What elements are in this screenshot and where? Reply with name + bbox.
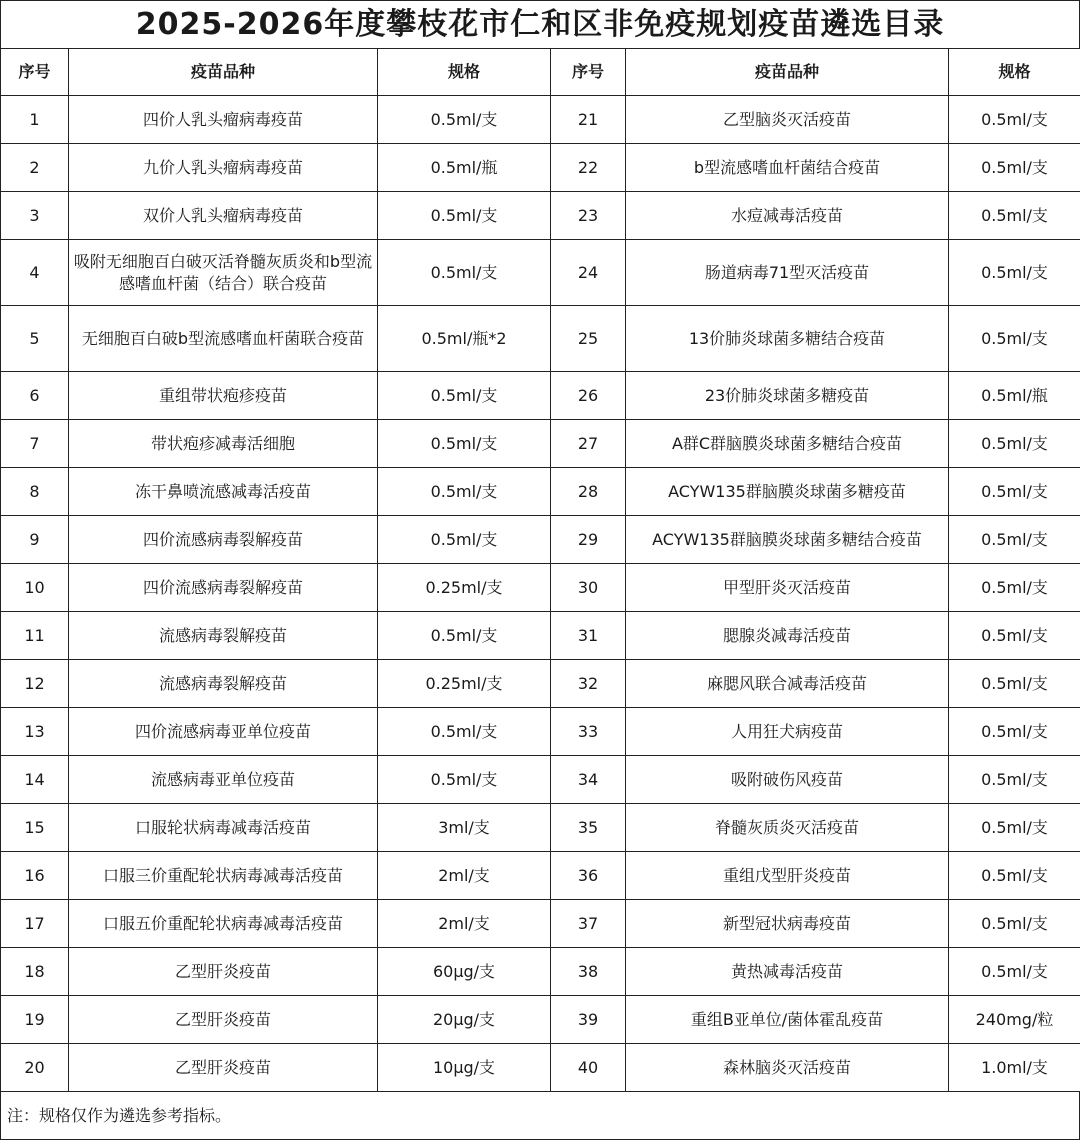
cell-spec-left: 0.5ml/支 <box>378 708 551 756</box>
cell-spec-left: 60μg/支 <box>378 948 551 996</box>
table-row <box>1 420 1080 468</box>
cell-no-left: 15 <box>1 804 69 852</box>
table-row <box>1 804 1080 852</box>
cell-name-left: 冻干鼻喷流感减毒活疫苗 <box>69 468 378 516</box>
cell-spec-left: 0.5ml/瓶 <box>378 144 551 192</box>
table-row <box>1 564 1080 612</box>
cell-no-left: 17 <box>1 900 69 948</box>
cell-name-right: 重组B亚单位/菌体霍乱疫苗 <box>626 996 949 1044</box>
cell-spec-left: 0.5ml/支 <box>378 612 551 660</box>
header-no-right: 序号 <box>551 49 626 96</box>
cell-name-left: 乙型肝炎疫苗 <box>69 948 378 996</box>
table-row <box>1 900 1080 948</box>
cell-no-right: 36 <box>551 852 626 900</box>
cell-spec-left: 0.5ml/支 <box>378 96 551 144</box>
table-row <box>1 516 1080 564</box>
cell-name-right: 13价肺炎球菌多糖结合疫苗 <box>626 306 949 372</box>
table-row <box>1 996 1080 1044</box>
table-row <box>1 240 1080 306</box>
cell-name-right: A群C群脑膜炎球菌多糖结合疫苗 <box>626 420 949 468</box>
header-name-right: 疫苗品种 <box>626 49 949 96</box>
cell-spec-left: 0.5ml/支 <box>378 468 551 516</box>
table-row <box>1 306 1080 372</box>
cell-name-right: 麻腮风联合减毒活疫苗 <box>626 660 949 708</box>
cell-no-left: 12 <box>1 660 69 708</box>
cell-spec-right: 0.5ml/支 <box>949 144 1080 192</box>
cell-no-right: 39 <box>551 996 626 1044</box>
cell-spec-left: 0.25ml/支 <box>378 660 551 708</box>
cell-name-right: 重组戊型肝炎疫苗 <box>626 852 949 900</box>
cell-no-left: 16 <box>1 852 69 900</box>
cell-no-right: 26 <box>551 372 626 420</box>
cell-name-right: 黄热减毒活疫苗 <box>626 948 949 996</box>
cell-spec-right: 0.5ml/支 <box>949 948 1080 996</box>
cell-spec-right: 0.5ml/支 <box>949 306 1080 372</box>
cell-spec-left: 2ml/支 <box>378 900 551 948</box>
cell-no-right: 21 <box>551 96 626 144</box>
cell-spec-right: 0.5ml/支 <box>949 516 1080 564</box>
cell-name-left: 乙型肝炎疫苗 <box>69 996 378 1044</box>
cell-no-left: 10 <box>1 564 69 612</box>
cell-name-left: 流感病毒裂解疫苗 <box>69 660 378 708</box>
cell-name-right: b型流感嗜血杆菌结合疫苗 <box>626 144 949 192</box>
cell-name-left: 乙型肝炎疫苗 <box>69 1044 378 1092</box>
cell-name-right: 乙型脑炎灭活疫苗 <box>626 96 949 144</box>
cell-spec-right: 1.0ml/支 <box>949 1044 1080 1092</box>
cell-no-right: 37 <box>551 900 626 948</box>
cell-no-left: 5 <box>1 306 69 372</box>
cell-no-left: 13 <box>1 708 69 756</box>
cell-no-right: 34 <box>551 756 626 804</box>
cell-spec-left: 0.25ml/支 <box>378 564 551 612</box>
cell-spec-right: 0.5ml/支 <box>949 564 1080 612</box>
cell-name-right: 脊髓灰质炎灭活疫苗 <box>626 804 949 852</box>
cell-no-right: 32 <box>551 660 626 708</box>
cell-name-left: 四价流感病毒裂解疫苗 <box>69 564 378 612</box>
header-name-left: 疫苗品种 <box>69 49 378 96</box>
cell-no-right: 28 <box>551 468 626 516</box>
cell-spec-left: 0.5ml/支 <box>378 372 551 420</box>
cell-no-right: 22 <box>551 144 626 192</box>
cell-spec-left: 10μg/支 <box>378 1044 551 1092</box>
cell-name-left: 四价流感病毒亚单位疫苗 <box>69 708 378 756</box>
cell-no-left: 14 <box>1 756 69 804</box>
cell-name-right: ACYW135群脑膜炎球菌多糖结合疫苗 <box>626 516 949 564</box>
cell-spec-right: 0.5ml/支 <box>949 192 1080 240</box>
cell-no-left: 6 <box>1 372 69 420</box>
cell-name-left: 流感病毒裂解疫苗 <box>69 612 378 660</box>
cell-no-right: 29 <box>551 516 626 564</box>
cell-spec-right: 0.5ml/支 <box>949 804 1080 852</box>
cell-spec-right: 0.5ml/支 <box>949 612 1080 660</box>
cell-no-right: 31 <box>551 612 626 660</box>
header-no-left: 序号 <box>1 49 69 96</box>
table-row <box>1 708 1080 756</box>
cell-name-left: 四价流感病毒裂解疫苗 <box>69 516 378 564</box>
table-row <box>1 612 1080 660</box>
cell-name-left: 九价人乳头瘤病毒疫苗 <box>69 144 378 192</box>
table-row <box>1 948 1080 996</box>
cell-no-right: 24 <box>551 240 626 306</box>
cell-no-left: 19 <box>1 996 69 1044</box>
table-row <box>1 192 1080 240</box>
cell-name-right: 吸附破伤风疫苗 <box>626 756 949 804</box>
cell-name-right: 甲型肝炎灭活疫苗 <box>626 564 949 612</box>
page-title: 2025-2026年度攀枝花市仁和区非免疫规划疫苗遴选目录 <box>0 0 1080 48</box>
header-spec-right: 规格 <box>949 49 1080 96</box>
cell-spec-right: 0.5ml/支 <box>949 900 1080 948</box>
cell-spec-right: 0.5ml/支 <box>949 708 1080 756</box>
cell-no-left: 1 <box>1 96 69 144</box>
table-row <box>1 852 1080 900</box>
cell-name-left: 口服轮状病毒减毒活疫苗 <box>69 804 378 852</box>
cell-name-right: 人用狂犬病疫苗 <box>626 708 949 756</box>
cell-name-left: 流感病毒亚单位疫苗 <box>69 756 378 804</box>
cell-no-left: 11 <box>1 612 69 660</box>
cell-spec-right: 240mg/粒 <box>949 996 1080 1044</box>
cell-name-right: 肠道病毒71型灭活疫苗 <box>626 240 949 306</box>
cell-no-right: 35 <box>551 804 626 852</box>
cell-no-left: 3 <box>1 192 69 240</box>
cell-spec-left: 3ml/支 <box>378 804 551 852</box>
cell-spec-left: 20μg/支 <box>378 996 551 1044</box>
cell-spec-right: 0.5ml/支 <box>949 96 1080 144</box>
cell-spec-right: 0.5ml/瓶 <box>949 372 1080 420</box>
cell-name-left: 口服三价重配轮状病毒减毒活疫苗 <box>69 852 378 900</box>
table-row <box>1 96 1080 144</box>
cell-no-right: 27 <box>551 420 626 468</box>
table-row <box>1 144 1080 192</box>
cell-no-right: 25 <box>551 306 626 372</box>
table-row <box>1 372 1080 420</box>
cell-name-right: 森林脑炎灭活疫苗 <box>626 1044 949 1092</box>
cell-spec-right: 0.5ml/支 <box>949 756 1080 804</box>
cell-spec-right: 0.5ml/支 <box>949 240 1080 306</box>
cell-spec-right: 0.5ml/支 <box>949 420 1080 468</box>
cell-no-right: 23 <box>551 192 626 240</box>
cell-no-left: 20 <box>1 1044 69 1092</box>
cell-no-right: 40 <box>551 1044 626 1092</box>
cell-spec-left: 0.5ml/支 <box>378 756 551 804</box>
cell-spec-left: 0.5ml/支 <box>378 240 551 306</box>
cell-spec-right: 0.5ml/支 <box>949 660 1080 708</box>
cell-name-left: 无细胞百白破b型流感嗜血杆菌联合疫苗 <box>69 306 378 372</box>
cell-name-right: ACYW135群脑膜炎球菌多糖疫苗 <box>626 468 949 516</box>
cell-name-left: 双价人乳头瘤病毒疫苗 <box>69 192 378 240</box>
cell-no-left: 8 <box>1 468 69 516</box>
cell-spec-left: 0.5ml/瓶*2 <box>378 306 551 372</box>
cell-name-left: 口服五价重配轮状病毒减毒活疫苗 <box>69 900 378 948</box>
cell-no-left: 2 <box>1 144 69 192</box>
cell-no-right: 33 <box>551 708 626 756</box>
table-row <box>1 660 1080 708</box>
cell-name-left: 带状疱疹减毒活细胞 <box>69 420 378 468</box>
cell-name-right: 新型冠状病毒疫苗 <box>626 900 949 948</box>
cell-spec-left: 0.5ml/支 <box>378 516 551 564</box>
cell-name-right: 23价肺炎球菌多糖疫苗 <box>626 372 949 420</box>
cell-spec-left: 0.5ml/支 <box>378 192 551 240</box>
table-row <box>1 756 1080 804</box>
cell-spec-left: 0.5ml/支 <box>378 420 551 468</box>
cell-spec-left: 2ml/支 <box>378 852 551 900</box>
footnote: 注：规格仅作为遴选参考指标。 <box>0 1092 1080 1140</box>
cell-name-right: 水痘减毒活疫苗 <box>626 192 949 240</box>
cell-name-right: 腮腺炎减毒活疫苗 <box>626 612 949 660</box>
cell-spec-right: 0.5ml/支 <box>949 468 1080 516</box>
cell-name-left: 吸附无细胞百白破灭活脊髓灰质炎和b型流感嗜血杆菌（结合）联合疫苗 <box>69 240 378 306</box>
table-row <box>1 1044 1080 1092</box>
table-row <box>1 468 1080 516</box>
cell-no-left: 9 <box>1 516 69 564</box>
vaccine-table <box>0 48 1080 1092</box>
cell-no-left: 4 <box>1 240 69 306</box>
table-header-row <box>1 49 1080 96</box>
header-spec-left: 规格 <box>378 49 551 96</box>
cell-name-left: 重组带状疱疹疫苗 <box>69 372 378 420</box>
cell-no-left: 7 <box>1 420 69 468</box>
cell-spec-right: 0.5ml/支 <box>949 852 1080 900</box>
cell-no-right: 38 <box>551 948 626 996</box>
cell-no-right: 30 <box>551 564 626 612</box>
cell-no-left: 18 <box>1 948 69 996</box>
cell-name-left: 四价人乳头瘤病毒疫苗 <box>69 96 378 144</box>
